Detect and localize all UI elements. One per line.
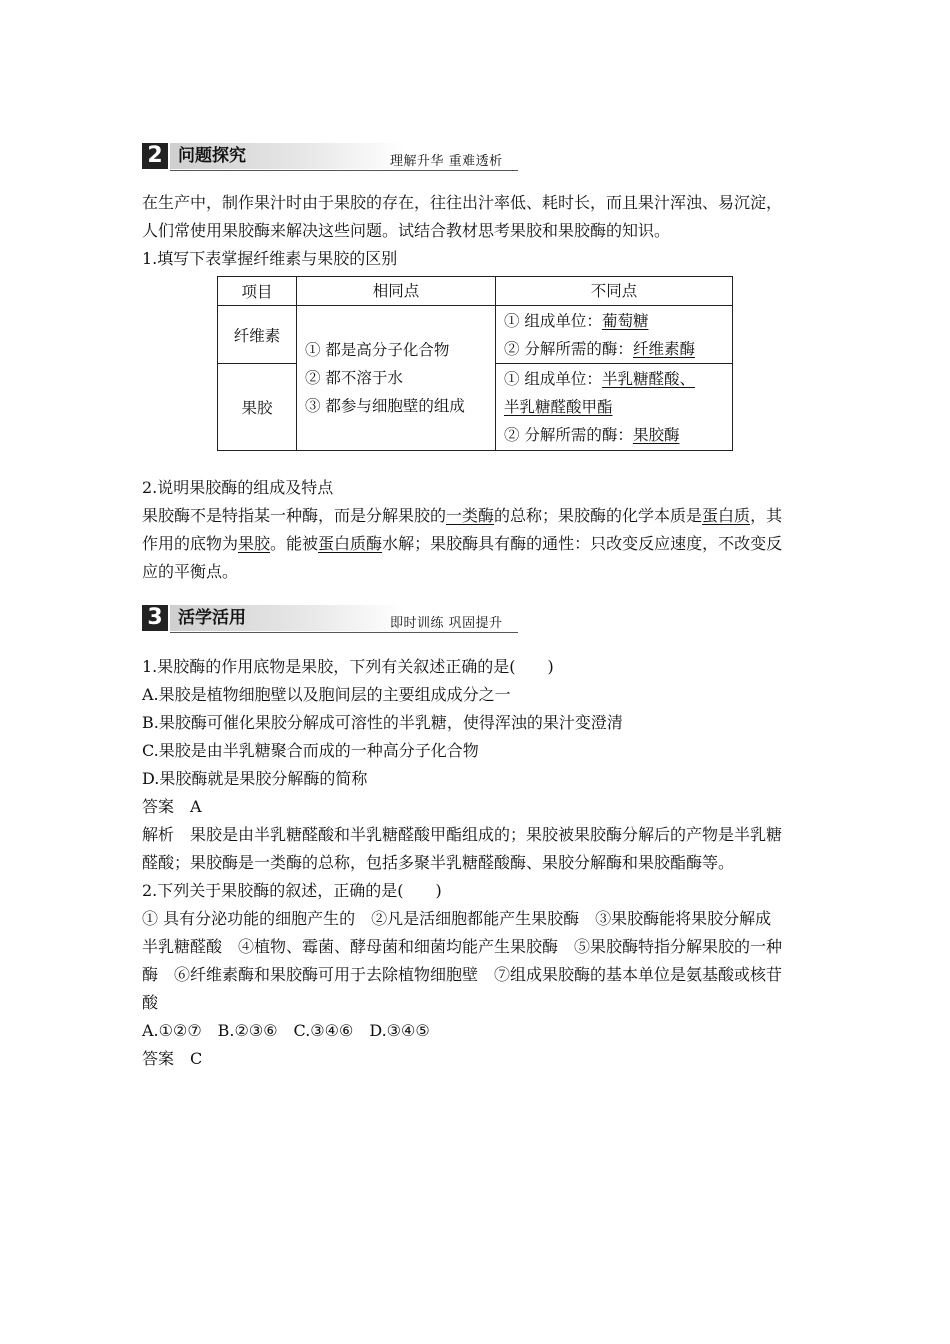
text: 水解；果胶酶具有酶的通性：只改变反应速度，不改变反 [382, 534, 783, 553]
text: 的总称；果胶酶的化学本质是 [494, 506, 703, 525]
question-1-heading: 1.填写下表掌握纤维素与果胶的区别 [142, 249, 398, 268]
exercise-2-statements-3: 酶 ⑥纤维素酶和果胶酶可用于去除植物细胞壁 ⑦组成果胶酶的基本单位是氨基酸或核苷 [142, 965, 783, 984]
section-rule [170, 170, 518, 171]
exercise-2-statements-4: 酸 [142, 993, 159, 1012]
comparison-table [217, 276, 733, 451]
exercise-2-answer: 答案 C [142, 1049, 203, 1068]
section-3-header [142, 605, 518, 635]
answer-line-2 [142, 531, 782, 554]
question-2-heading: 2.说明果胶酶的组成及特点 [142, 478, 334, 497]
answer-blank: 蛋白质酶 [318, 534, 383, 553]
common-points-cell [297, 306, 496, 451]
answer-blank: 半乳糖醛酸甲酯 [504, 398, 613, 416]
text: 果胶酶不是特指某一种酶，而是分解果胶的 [142, 506, 447, 525]
label: ② 分解所需的酶： [504, 426, 633, 444]
row-label-pectin: 果胶 [218, 364, 297, 451]
exercise-1-option-b: B.果胶酶可催化果胶分解成可溶性的半乳糖，使得浑浊的果汁变澄清 [142, 713, 623, 732]
answer-blank: 果胶 [238, 534, 271, 553]
exercise-1-option-a: A.果胶是植物细胞壁以及胞间层的主要组成成分之一 [142, 685, 511, 704]
section-title: 活学活用 [170, 605, 405, 631]
answer-blank: 纤维素酶 [632, 339, 695, 358]
table-row-cellulose [218, 306, 733, 364]
section-subtitle: 即时训练 巩固提升 [390, 616, 503, 631]
answer-line-3: 应的平衡点。 [142, 562, 239, 581]
section-title: 问题探究 [170, 143, 405, 169]
cellulose-enzyme [504, 335, 724, 363]
common-point-3: ③ 都参与细胞壁的组成 [305, 397, 465, 415]
exercise-1-stem: 1.果胶酶的作用底物是果胶，下列有关叙述正确的是( ) [142, 657, 554, 676]
common-point-1: ① 都是高分子化合物 [305, 341, 450, 359]
text: 作用的底物为 [142, 534, 239, 553]
section-2-header [142, 143, 518, 173]
cellulose-unit [504, 307, 724, 335]
common-point-2: ② 都不溶于水 [305, 369, 403, 387]
text: ，其 [750, 506, 783, 525]
exercise-2-choices: A.①②⑦ B.②③⑥ C.③④⑥ D.③④⑤ [142, 1021, 430, 1040]
pectin-unit [504, 365, 724, 393]
exercise-2-stem: 2.下列关于果胶酶的叙述，正确的是( ) [142, 881, 442, 900]
answer-blank: 一类酶 [446, 506, 495, 525]
exercise-1-answer: 答案 A [142, 797, 202, 816]
label: ① 组成单位： [504, 311, 602, 330]
exercise-1-option-d: D.果胶酶就是果胶分解酶的简称 [142, 769, 368, 788]
exercise-2-statements-1: ① 具有分泌功能的细胞产生的 ②凡是活细胞都能产生果胶酶 ③果胶酶能将果胶分解成 [142, 909, 772, 928]
header-common: 相同点 [297, 277, 496, 306]
pectin-diff-cell [496, 364, 733, 451]
section-number: 2 [142, 143, 168, 169]
pectin-unit-cont [504, 393, 724, 421]
section-subtitle: 理解升华 重难透析 [390, 154, 503, 169]
row-label-cellulose: 纤维素 [218, 306, 297, 364]
section-number: 3 [142, 605, 168, 631]
label: ① 组成单位： [504, 370, 602, 388]
answer-blank: 果胶酶 [632, 426, 680, 444]
intro-line-1: 在生产中，制作果汁时由于果胶的存在，往往出汁率低、耗时长，而且果汁浑浊、易沉淀， [142, 193, 783, 212]
header-difference: 不同点 [496, 277, 733, 306]
exercise-2-statements-2: 半乳糖醛酸 ④植物、霉菌、酵母菌和细菌均能产生果胶酶 ⑤果胶酶特指分解果胶的一种 [142, 937, 783, 956]
label: ② 分解所需的酶： [504, 339, 633, 358]
answer-blank: 葡萄糖 [601, 311, 649, 330]
intro-line-2: 人们常使用果胶酶来解决这些问题。试结合教材思考果胶和果胶酶的知识。 [142, 221, 671, 240]
pectin-enzyme [504, 421, 724, 449]
exercise-1-option-c: C.果胶是由半乳糖聚合而成的一种高分子化合物 [142, 741, 479, 760]
table-header-row [218, 277, 733, 306]
answer-blank: 蛋白质 [702, 506, 751, 525]
cellulose-diff-cell [496, 306, 733, 364]
answer-line-1 [142, 503, 782, 526]
section-rule [170, 632, 518, 633]
text: 。能被 [270, 534, 319, 553]
answer-blank: 半乳糖醛酸、 [601, 370, 695, 388]
header-item: 项目 [218, 277, 297, 306]
exercise-1-explanation-1: 解析 果胶是由半乳糖醛酸和半乳糖醛酸甲酯组成的；果胶被果胶酶分解后的产物是半乳糖 [142, 825, 783, 844]
exercise-1-explanation-2: 醛酸；果胶酶是一类酶的总称，包括多聚半乳糖醛酸酶、果胶分解酶和果胶酯酶等。 [142, 853, 735, 872]
